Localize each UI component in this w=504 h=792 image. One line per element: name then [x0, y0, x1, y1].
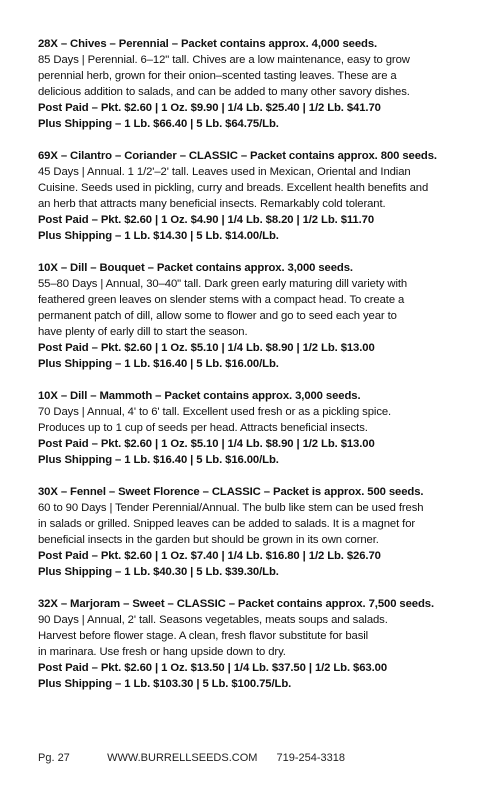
entry-description-line: Harvest before flower stage. A clean, fresh flavor substitute for basil	[38, 630, 369, 642]
entry-description-line: 55–80 Days | Annual, 30–40" tall. Dark green early maturing dill variety with	[38, 278, 408, 290]
entry-description-line: beneficial insects in the garden but should be grown in its own corner.	[38, 534, 379, 546]
seed-entry-chives	[38, 36, 470, 132]
entry-title: 10X – Dill – Mammoth – Packet contains approx. 3,000 seeds.	[38, 390, 361, 402]
entry-description-line: Cuisine. Seeds used in pickling, curry and breads. Excellent health benefits and	[38, 182, 429, 194]
entry-description-line: permanent patch of dill, allow some to flower and go to seed each year to	[38, 310, 397, 322]
seed-entry-dill-bouquet	[38, 260, 470, 372]
phone-number: 719-254-3318	[276, 752, 345, 764]
price-shipping: Plus Shipping – 1 Lb. $40.30 | 5 Lb. $39.30/Lb.	[38, 566, 279, 578]
price-postpaid: Post Paid – Pkt. $2.60 | 1 Oz. $4.90 | 1/4 Lb. $8.20 | 1/2 Lb. $11.70	[38, 214, 375, 226]
seed-entry-fennel	[38, 484, 470, 580]
entry-description-line: in marinara. Use fresh or hang upside down to dry.	[38, 646, 286, 658]
price-shipping: Plus Shipping – 1 Lb. $66.40 | 5 Lb. $64.75/Lb.	[38, 118, 279, 130]
entry-title: 10X – Dill – Bouquet – Packet contains approx. 3,000 seeds.	[38, 262, 353, 274]
entry-description-line: 60 to 90 Days | Tender Perennial/Annual. The bulb like stem can be used fresh	[38, 502, 424, 514]
website-link[interactable]: WWW.BURRELLSEEDS.COM	[107, 752, 258, 764]
entry-description-line: Produces up to 1 cup of seeds per head. Attracts beneficial insects.	[38, 422, 368, 434]
seed-entry-dill-mammoth	[38, 388, 470, 468]
entry-description-line: perennial herb, grown for their onion–scented tasting leaves. These are a	[38, 70, 397, 82]
page-footer	[38, 751, 345, 765]
entry-description-line: 70 Days | Annual, 4' to 6' tall. Excellent used fresh or as a pickling spice.	[38, 406, 392, 418]
entry-description-line: 90 Days | Annual, 2' tall. Seasons vegetables, meats soups and salads.	[38, 614, 388, 626]
entry-description-line: delicious addition to salads, and can be added to many other savory dishes.	[38, 86, 410, 98]
entry-description-line: in salads or grilled. Snipped leaves can be added to salads. It is a magnet for	[38, 518, 416, 530]
price-shipping: Plus Shipping – 1 Lb. $14.30 | 5 Lb. $14.00/Lb.	[38, 230, 279, 242]
page-number: Pg. 27	[38, 752, 70, 764]
price-shipping: Plus Shipping – 1 Lb. $16.40 | 5 Lb. $16.00/Lb.	[38, 358, 279, 370]
entry-title: 30X – Fennel – Sweet Florence – CLASSIC – Packet is approx. 500 seeds.	[38, 486, 424, 498]
seed-entry-cilantro	[38, 148, 470, 244]
seed-entry-marjoram	[38, 596, 470, 692]
price-postpaid: Post Paid – Pkt. $2.60 | 1 Oz. $5.10 | 1/4 Lb. $8.90 | 1/2 Lb. $13.00	[38, 342, 375, 354]
price-shipping: Plus Shipping – 1 Lb. $103.30 | 5 Lb. $100.75/Lb.	[38, 678, 292, 690]
price-shipping: Plus Shipping – 1 Lb. $16.40 | 5 Lb. $16.00/Lb.	[38, 454, 279, 466]
price-postpaid: Post Paid – Pkt. $2.60 | 1 Oz. $9.90 | 1/4 Lb. $25.40 | 1/2 Lb. $41.70	[38, 102, 381, 114]
entry-description-line: feathered green leaves on slender stems with a compact head. To create a	[38, 294, 405, 306]
price-postpaid: Post Paid – Pkt. $2.60 | 1 Oz. $13.50 | 1/4 Lb. $37.50 | 1/2 Lb. $63.00	[38, 662, 388, 674]
entry-title: 69X – Cilantro – Coriander – CLASSIC – Packet contains approx. 800 seeds.	[38, 150, 437, 162]
entry-description-line: an herb that attracts many beneficial insects. Remarkably cold tolerant.	[38, 198, 386, 210]
price-postpaid: Post Paid – Pkt. $2.60 | 1 Oz. $5.10 | 1/4 Lb. $8.90 | 1/2 Lb. $13.00	[38, 438, 375, 450]
entry-description-line: 45 Days | Annual. 1 1/2'–2' tall. Leaves used in Mexican, Oriental and Indian	[38, 166, 411, 178]
entry-title: 32X – Marjoram – Sweet – CLASSIC – Packet contains approx. 7,500 seeds.	[38, 598, 435, 610]
entry-title: 28X – Chives – Perennial – Packet contains approx. 4,000 seeds.	[38, 38, 378, 50]
price-postpaid: Post Paid – Pkt. $2.60 | 1 Oz. $7.40 | 1/4 Lb. $16.80 | 1/2 Lb. $26.70	[38, 550, 381, 562]
entry-description-line: have plenty of early dill to start the season.	[38, 326, 248, 338]
entry-description-line: 85 Days | Perennial. 6–12" tall. Chives are a low maintenance, easy to grow	[38, 54, 410, 66]
